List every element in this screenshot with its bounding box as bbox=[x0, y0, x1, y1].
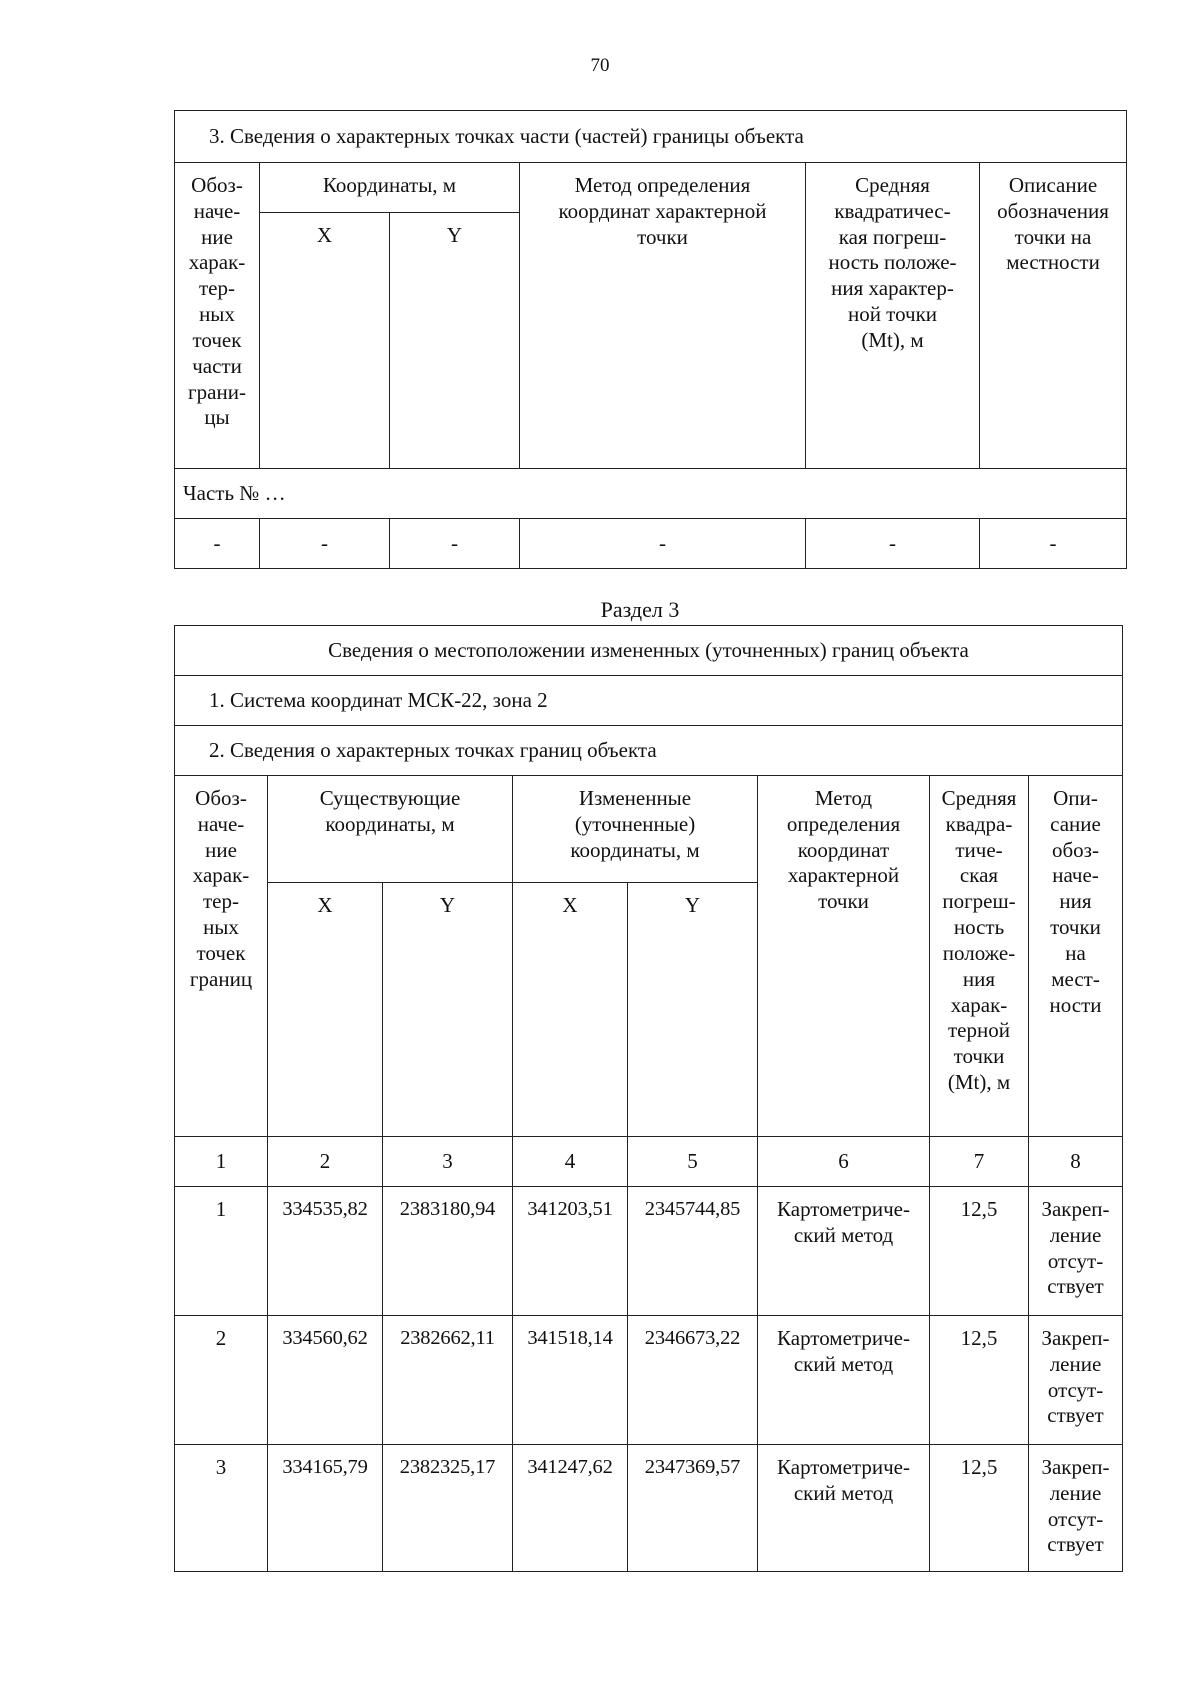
table-row bbox=[175, 1316, 1123, 1445]
cell: - bbox=[175, 519, 260, 569]
points-title: 2. Сведения о характерных точках границ объекта bbox=[175, 726, 1123, 776]
header-changed-coords: Измененные (уточненные) координаты, м bbox=[513, 776, 758, 883]
changed-x: 341203,51 bbox=[513, 1187, 628, 1316]
cell: - bbox=[980, 519, 1127, 569]
header-changed-y: Y bbox=[628, 883, 758, 1137]
changed-y: 2346673,22 bbox=[628, 1316, 758, 1445]
header-designation: Обоз- наче- ние харак- тер- ных точек части грани- цы bbox=[175, 163, 260, 469]
cell: - bbox=[520, 519, 806, 569]
error: 12,5 bbox=[930, 1445, 1029, 1572]
table-row bbox=[175, 1187, 1123, 1316]
column-number: 1 bbox=[175, 1137, 268, 1187]
header-x: X bbox=[260, 213, 390, 469]
existing-x: 334560,62 bbox=[268, 1316, 383, 1445]
header-existing-x: X bbox=[268, 883, 383, 1137]
header-existing-y: Y bbox=[383, 883, 513, 1137]
existing-y: 2383180,94 bbox=[383, 1187, 513, 1316]
header-method: Метод определения координат характерной точки bbox=[758, 776, 930, 1137]
column-numbers-row bbox=[175, 1137, 1123, 1187]
method: Картометриче- ский метод bbox=[758, 1316, 930, 1445]
description: Закреп- ление отсут- ствует bbox=[1029, 1445, 1123, 1572]
table-row bbox=[175, 519, 1127, 569]
error: 12,5 bbox=[930, 1316, 1029, 1445]
cell: - bbox=[390, 519, 520, 569]
header-coordinates: Координаты, м bbox=[260, 163, 520, 213]
page-number: 70 bbox=[590, 55, 610, 76]
header-error: Средняя квадра- тиче- ская погреш- ность положе- ния харак- терной точки (Mt), м bbox=[930, 776, 1029, 1137]
column-number: 6 bbox=[758, 1137, 930, 1187]
header-error: Средняя квадратичес- кая погреш- ность положе- ния характер- ной точки (Mt), м bbox=[806, 163, 980, 469]
coord-system: 1. Система координат МСК-22, зона 2 bbox=[175, 676, 1123, 726]
header-description: Описание обозначения точки на местности bbox=[980, 163, 1127, 469]
boundary-points-table bbox=[174, 625, 1123, 1572]
header-y: Y bbox=[390, 213, 520, 469]
header-designation: Обоз- наче- ние харак- тер- ных точек границ bbox=[175, 776, 268, 1137]
existing-y: 2382662,11 bbox=[383, 1316, 513, 1445]
section-title: Раздел 3 bbox=[600, 597, 680, 622]
part-label: Часть № … bbox=[175, 469, 1127, 519]
table-title: Сведения о местоположении измененных (уточненных) границ объекта bbox=[175, 626, 1123, 676]
column-number: 5 bbox=[628, 1137, 758, 1187]
error: 12,5 bbox=[930, 1187, 1029, 1316]
changed-y: 2345744,85 bbox=[628, 1187, 758, 1316]
point-id: 1 bbox=[175, 1187, 268, 1316]
method: Картометриче- ский метод bbox=[758, 1187, 930, 1316]
header-changed-x: X bbox=[513, 883, 628, 1137]
method: Картометриче- ский метод bbox=[758, 1445, 930, 1572]
existing-y: 2382325,17 bbox=[383, 1445, 513, 1572]
changed-x: 341247,62 bbox=[513, 1445, 628, 1572]
cell: - bbox=[806, 519, 980, 569]
point-id: 2 bbox=[175, 1316, 268, 1445]
point-id: 3 bbox=[175, 1445, 268, 1572]
column-number: 2 bbox=[268, 1137, 383, 1187]
column-number: 8 bbox=[1029, 1137, 1123, 1187]
header-method: Метод определения координат характерной точки bbox=[520, 163, 806, 469]
column-number: 4 bbox=[513, 1137, 628, 1187]
table-title: 3. Сведения о характерных точках части (частей) границы объекта bbox=[175, 111, 1127, 163]
boundary-parts-table bbox=[174, 110, 1127, 569]
changed-y: 2347369,57 bbox=[628, 1445, 758, 1572]
header-existing-coords: Существующие координаты, м bbox=[268, 776, 513, 883]
description: Закреп- ление отсут- ствует bbox=[1029, 1187, 1123, 1316]
description: Закреп- ление отсут- ствует bbox=[1029, 1316, 1123, 1445]
existing-x: 334165,79 bbox=[268, 1445, 383, 1572]
column-number: 7 bbox=[930, 1137, 1029, 1187]
column-number: 3 bbox=[383, 1137, 513, 1187]
header-description: Опи- сание обоз- наче- ния точки на мест- ности bbox=[1029, 776, 1123, 1137]
cell: - bbox=[260, 519, 390, 569]
changed-x: 341518,14 bbox=[513, 1316, 628, 1445]
table-row bbox=[175, 1445, 1123, 1572]
existing-x: 334535,82 bbox=[268, 1187, 383, 1316]
